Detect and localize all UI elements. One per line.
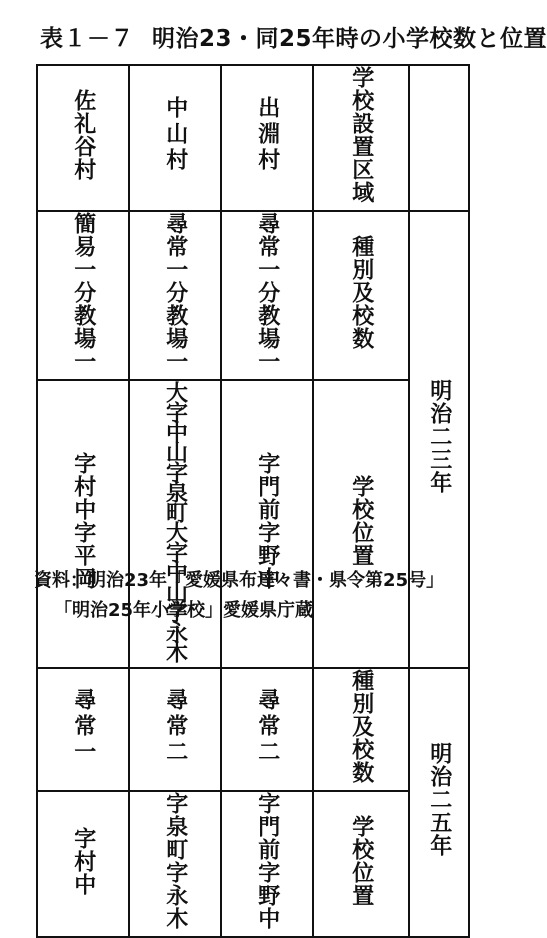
meiji23-sareidani-location: 字村中字平岡 bbox=[37, 380, 129, 668]
header-sareidani: 佐礼谷村 bbox=[37, 65, 129, 211]
meiji23-era: 明治二三年 bbox=[409, 211, 469, 668]
meiji25-sareidani-location: 字村中 bbox=[37, 791, 129, 937]
meiji23-type-row bbox=[37, 211, 469, 380]
meiji25-nakayama-location: 字泉町字永木 bbox=[129, 791, 221, 937]
source-caption bbox=[34, 566, 444, 626]
header-nakayama: 中山村 bbox=[129, 65, 221, 211]
source-line-1: 資料：明治23年「愛媛県布達々書・県令第25号」 bbox=[34, 570, 445, 591]
header-district-label: 学校設置区域 bbox=[313, 65, 409, 211]
meiji23-nakayama-location: 大字中山字泉町大字中山字永木 bbox=[129, 380, 221, 668]
header-row bbox=[37, 65, 469, 211]
meiji25-location-label: 学校位置 bbox=[313, 791, 409, 937]
source-line-2: 「明治25年小学校」愛媛県庁蔵 bbox=[54, 600, 314, 621]
meiji25-sareidani-type: 尋常一 bbox=[37, 668, 129, 791]
meiji25-nakayama-type: 尋常二 bbox=[129, 668, 221, 791]
table-number: 表１－７ bbox=[40, 26, 134, 52]
meiji23-location-label: 学校位置 bbox=[313, 380, 409, 668]
meiji25-izubuchi-location: 字門前字野中 bbox=[221, 791, 313, 937]
header-izubuchi: 出淵村 bbox=[221, 65, 313, 211]
meiji23-izubuchi-location: 字門前字野中 bbox=[221, 380, 313, 668]
table-title-text: 明治23・同25年時の小学校数と位置 bbox=[152, 26, 547, 52]
meiji23-izubuchi-type: 尋常一分教場一 bbox=[221, 211, 313, 380]
meiji25-type-label: 種別及校数 bbox=[313, 668, 409, 791]
meiji25-izubuchi-type: 尋常二 bbox=[221, 668, 313, 791]
header-era-blank bbox=[409, 65, 469, 211]
school-table bbox=[36, 64, 470, 938]
meiji23-type-label: 種別及校数 bbox=[313, 211, 409, 380]
table-title bbox=[34, 20, 547, 53]
meiji25-era: 明治二五年 bbox=[409, 668, 469, 937]
meiji23-nakayama-type: 尋常一分教場一 bbox=[129, 211, 221, 380]
meiji25-location-row bbox=[37, 791, 469, 937]
meiji25-type-row bbox=[37, 668, 469, 791]
meiji23-sareidani-type: 簡易一分教場一 bbox=[37, 211, 129, 380]
